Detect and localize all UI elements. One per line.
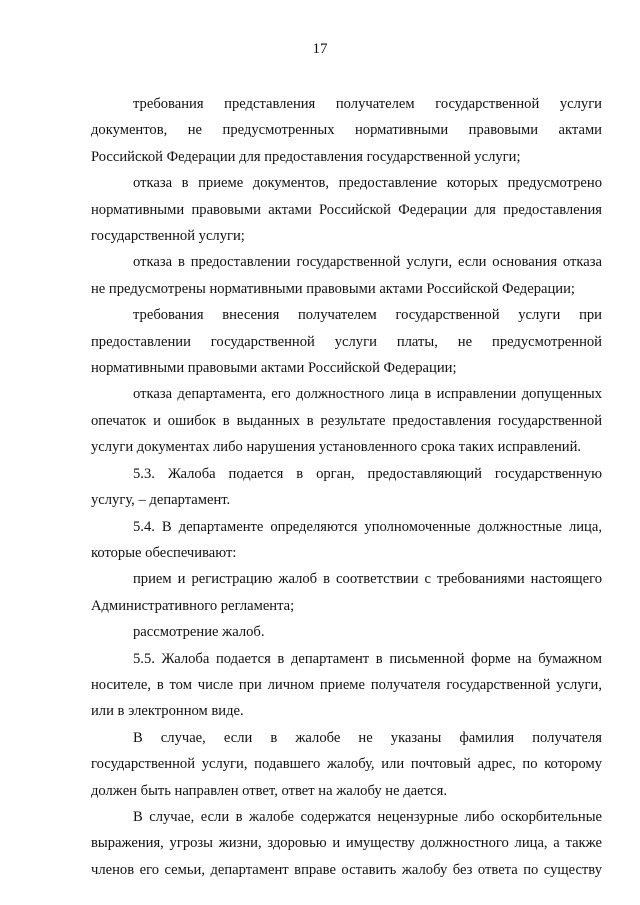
- text-line: государственной услуги, подавшего жалобу, или почтовый адрес, по которому: [91, 756, 602, 773]
- paragraph: [91, 804, 602, 883]
- text-line: требования внесения получателем государственной услуги при: [133, 307, 602, 324]
- paragraph: [91, 170, 602, 249]
- text-line: нормативными правовыми актами Российской Федерации;: [91, 360, 457, 377]
- text-line: рассмотрение жалоб.: [133, 624, 265, 641]
- text-line: предоставлении государственной услуги платы, не предусмотренной: [91, 333, 602, 350]
- paragraph: [91, 646, 602, 725]
- text-line: услугу, – департамент.: [91, 492, 231, 509]
- text-line: которые обеспечивают:: [91, 544, 237, 561]
- text-line: членов его семьи, департамент вправе оставить жалобу без ответа по существу: [91, 861, 602, 878]
- text-line: В случае, если в жалобе содержатся нецензурные либо оскорбительные: [133, 808, 602, 825]
- text-line: требования представления получателем государственной услуги: [133, 96, 602, 112]
- text-line: не предусмотрены нормативными правовыми актами Российской Федерации;: [91, 280, 575, 297]
- text-line: отказа департамента, его должностного лица в исправлении допущенных: [133, 386, 602, 403]
- text-line: нормативными правовыми актами Российской Федерации для предоставления: [91, 201, 602, 218]
- paragraph: [91, 91, 602, 170]
- paragraph: [91, 249, 602, 302]
- text-line: 5.3. Жалоба подается в орган, предоставляющий государственную: [133, 465, 602, 482]
- text-line: документов, не предусмотренных нормативными правовыми актами: [91, 122, 602, 139]
- paragraph: [91, 619, 602, 645]
- text-line: носителе, в том числе при личном приеме получателя государственной услуги,: [91, 676, 602, 693]
- paragraph: [91, 302, 602, 381]
- text-line: опечаток и ошибок в выданных в результате предоставления государственной: [91, 412, 602, 429]
- text-line: 5.5. Жалоба подается в департамент в письменной форме на бумажном: [133, 650, 602, 667]
- paragraph: [91, 461, 602, 514]
- text-line: прием и регистрацию жалоб в соответствии с требованиями настоящего: [133, 571, 602, 588]
- text-line: выражения, угрозы жизни, здоровью и имуществу должностного лица, а также: [91, 835, 602, 852]
- paragraph: [91, 514, 602, 567]
- page-number: 17: [312, 41, 328, 57]
- text-line: услуги документах либо нарушения установленного срока таких исправлений.: [91, 439, 582, 456]
- paragraph: [91, 381, 602, 460]
- text-line: государственной услуги;: [91, 228, 245, 245]
- text-line: Российской Федерации для предоставления государственной услуги;: [91, 148, 521, 165]
- text-line: должен быть направлен ответ, ответ на жалобу не дается.: [91, 782, 448, 799]
- text-line: или в электронном виде.: [91, 703, 244, 720]
- paragraph: [91, 566, 602, 619]
- paragraph: [91, 725, 602, 804]
- text-line: Административного регламента;: [91, 597, 295, 614]
- document-body: [91, 91, 602, 883]
- text-line: В случае, если в жалобе не указаны фамилия получателя: [133, 729, 602, 746]
- text-line: 5.4. В департаменте определяются уполномоченные должностные лица,: [133, 518, 602, 535]
- text-line: отказа в приеме документов, предоставление которых предусмотрено: [133, 175, 602, 192]
- text-line: отказа в предоставлении государственной услуги, если основания отказа: [133, 254, 602, 271]
